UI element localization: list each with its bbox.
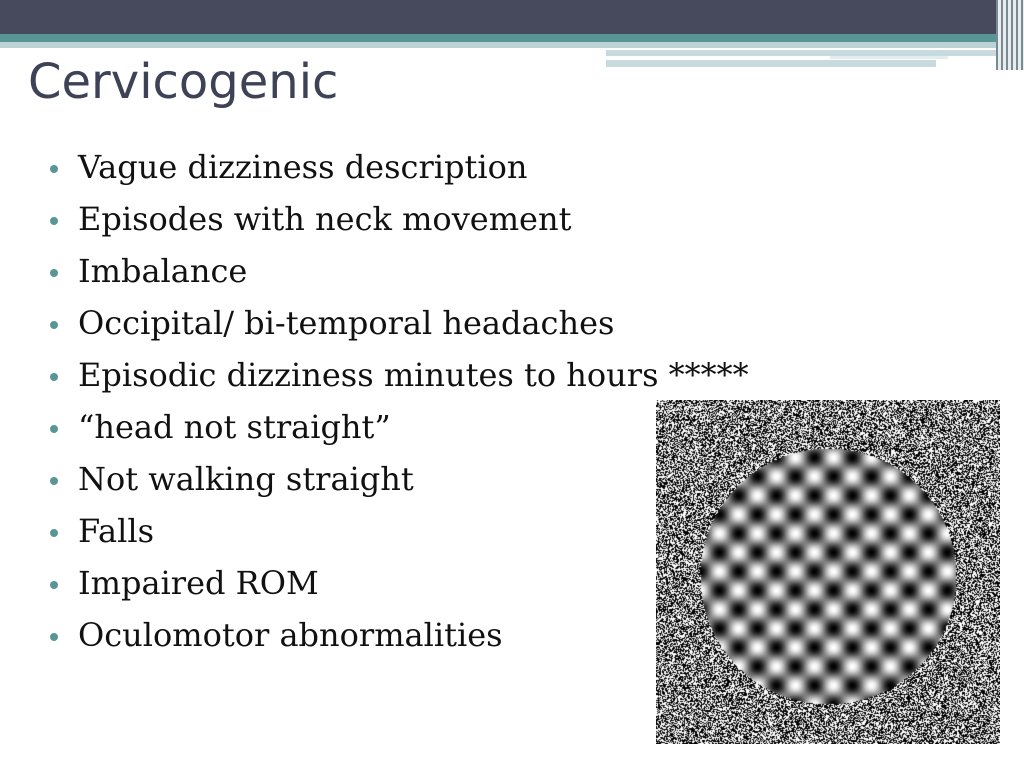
bullet-dot-icon [50, 217, 58, 225]
header-band-dark [0, 0, 1024, 34]
bullet-item [48, 455, 749, 507]
header-accent-line [830, 56, 948, 59]
bullet-text: Oculomotor abnormalities [78, 616, 503, 654]
bullet-text: Vague dizziness description [78, 148, 528, 186]
bullet-text: “head not straight” [78, 408, 391, 446]
bullet-dot-icon [50, 529, 58, 537]
bullet-text: Episodes with neck movement [78, 200, 572, 238]
bullet-text: Occipital/ bi-temporal headaches [78, 304, 615, 342]
bullet-dot-icon [50, 581, 58, 589]
bullet-text: Falls [78, 512, 154, 550]
bullet-item [48, 507, 749, 559]
header-band-teal [0, 34, 1024, 42]
bullet-dot-icon [50, 269, 58, 277]
bullet-item [48, 351, 749, 403]
bullet-list [48, 143, 749, 663]
bullet-dot-icon [50, 633, 58, 641]
header-edge-stripes [996, 0, 1024, 70]
optical-illusion-image [656, 400, 1000, 744]
bullet-item [48, 611, 749, 663]
bullet-dot-icon [50, 477, 58, 485]
bullet-item [48, 195, 749, 247]
bullet-item [48, 403, 749, 455]
bullet-text: Imbalance [78, 252, 248, 290]
bullet-item [48, 143, 749, 195]
bullet-item [48, 559, 749, 611]
slide-title: Cervicogenic [28, 54, 339, 110]
bullet-text: Impaired ROM [78, 564, 319, 602]
bullet-item [48, 299, 749, 351]
bullet-dot-icon [50, 321, 58, 329]
bullet-text: Episodic dizziness minutes to hours ***** [78, 356, 749, 394]
header-accent-line [606, 60, 936, 67]
bullet-dot-icon [50, 165, 58, 173]
bullet-dot-icon [50, 373, 58, 381]
bullet-item [48, 247, 749, 299]
bullet-text: Not walking straight [78, 460, 414, 498]
bullet-dot-icon [50, 425, 58, 433]
